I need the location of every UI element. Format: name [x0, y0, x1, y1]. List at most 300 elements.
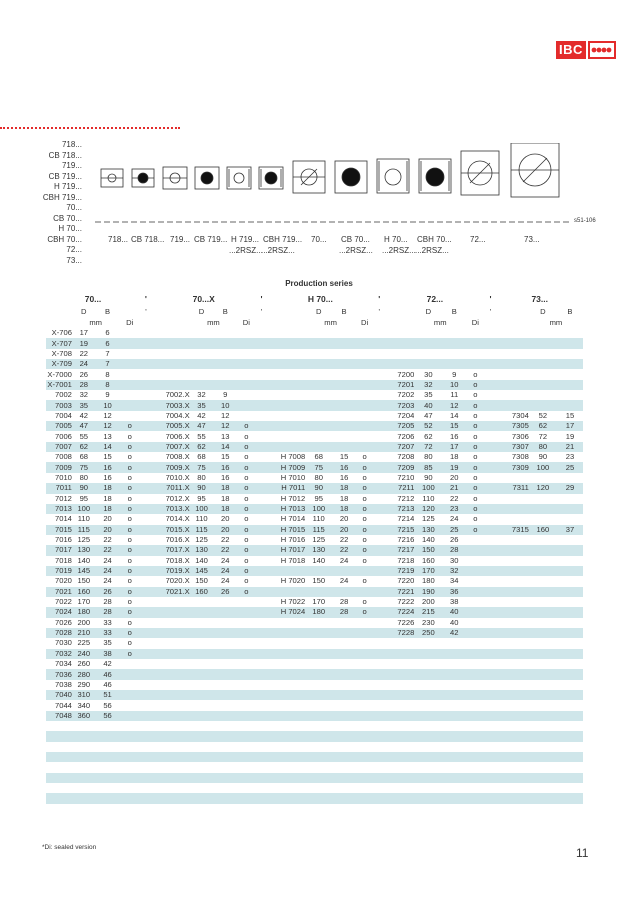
table-cell [96, 773, 120, 783]
table-cell: 120 [529, 483, 557, 493]
table-cell [485, 556, 497, 566]
table-cell [529, 535, 557, 545]
table-cell [529, 628, 557, 638]
table-cell: 52 [538, 410, 548, 420]
table-cell [356, 793, 373, 803]
header-blank [385, 317, 414, 328]
table-cell [256, 690, 268, 700]
table-cell: 55 [79, 431, 89, 441]
table-cell: o [362, 597, 367, 607]
table-cell [190, 752, 214, 762]
group-separator: ' [489, 294, 492, 304]
table-cell [256, 752, 268, 762]
table-cell [332, 566, 356, 576]
table-cell [152, 618, 190, 628]
table-cell: 90 [72, 483, 96, 493]
table-cell [496, 545, 528, 555]
table-cell: 47 [72, 421, 96, 431]
header-d: D [198, 306, 205, 316]
table-cell: 29 [557, 483, 583, 493]
table-cell: o [356, 545, 373, 555]
table-cell [485, 700, 497, 710]
table-cell [557, 721, 583, 731]
table-cell [213, 659, 237, 669]
table-cell [267, 752, 305, 762]
table-cell: 20 [339, 514, 349, 524]
table-cell: 150 [414, 545, 442, 555]
table-cell: 215 [414, 607, 442, 617]
table-cell [267, 349, 305, 359]
table-cell [442, 804, 466, 814]
table-cell: 75 [305, 462, 332, 472]
table-cell: 18 [339, 493, 349, 503]
table-row [46, 431, 583, 441]
table-cell [140, 545, 152, 555]
table-cell [466, 762, 484, 772]
sketch-code: s51-106 [574, 218, 596, 224]
table-cell [190, 742, 214, 752]
table-cell [485, 349, 497, 359]
series-list-item: 72... [66, 245, 82, 254]
table-cell [96, 804, 120, 814]
table-cell [529, 773, 557, 783]
table-cell [256, 462, 268, 472]
table-cell [332, 328, 356, 338]
table-cell: 16 [339, 472, 349, 482]
table-cell [466, 721, 484, 731]
ibc-logo [556, 40, 626, 60]
header-blank [256, 317, 268, 328]
table-cell [332, 793, 356, 803]
table-cell: 15 [565, 410, 575, 420]
table-cell: 7007.X [152, 442, 190, 452]
table-cell [496, 773, 528, 783]
table-cell [373, 338, 385, 348]
table-cell [529, 618, 557, 628]
bearing-label: CB 70... [341, 235, 370, 244]
table-cell [305, 380, 332, 390]
table-cell [237, 752, 255, 762]
table-cell [557, 473, 583, 483]
table-cell [305, 400, 332, 410]
table-cell: 7306 [511, 431, 529, 441]
table-cell [557, 576, 583, 586]
table-cell: 28 [442, 545, 466, 555]
table-cell [373, 628, 385, 638]
table-cell [140, 773, 152, 783]
table-cell [485, 628, 497, 638]
table-cell: 40 [414, 400, 442, 410]
table-cell [237, 690, 255, 700]
table-cell [373, 690, 385, 700]
table-cell: o [466, 380, 484, 390]
table-cell [557, 742, 583, 752]
table-cell [152, 783, 190, 793]
table-cell: 7028 [46, 628, 72, 638]
table-cell [356, 349, 373, 359]
table-cell: 33 [103, 617, 112, 627]
table-cell: 25 [442, 525, 466, 535]
table-cell: 160 [72, 587, 96, 597]
table-cell [72, 762, 96, 772]
table-cell: 75 [190, 462, 214, 472]
group-header: H 70... [307, 294, 333, 304]
table-cell [140, 514, 152, 524]
table-cell: 35 [103, 638, 112, 648]
table-cell [140, 421, 152, 431]
table-cell [96, 752, 120, 762]
table-cell [356, 690, 373, 700]
table-cell [496, 731, 528, 741]
table-cell: 68 [314, 452, 323, 462]
table-cell: o [127, 597, 132, 607]
table-cell [140, 338, 152, 348]
table-cell [496, 349, 528, 359]
table-cell [557, 545, 583, 555]
table-cell [385, 649, 414, 659]
table-cell [496, 514, 528, 524]
table-cell [267, 804, 305, 814]
table-cell: 7013 [46, 504, 72, 514]
table-cell [46, 742, 72, 752]
table-cell [466, 690, 484, 700]
table-cell [529, 328, 557, 338]
table-cell [373, 587, 385, 597]
table-cell: H 7020 [280, 576, 306, 586]
table-cell: 25 [557, 462, 583, 472]
table-cell [496, 607, 528, 617]
table-cell [237, 390, 255, 400]
table-cell: 7005.X [152, 421, 190, 431]
table-cell: 7222 [397, 597, 415, 607]
table-cell [46, 731, 72, 741]
table-cell: 21 [442, 483, 466, 493]
table-cell [256, 649, 268, 659]
table-cell: o [244, 472, 249, 482]
table-cell: 36 [442, 587, 466, 597]
table-cell [414, 359, 442, 369]
table-cell [529, 514, 557, 524]
table-cell [485, 762, 497, 772]
table-cell: 30 [450, 555, 459, 565]
table-cell: 15 [339, 452, 349, 462]
series-list-item: 70... [66, 203, 82, 212]
table-cell: 180 [72, 607, 96, 617]
table-cell: o [473, 369, 478, 379]
table-cell: X-706 [51, 328, 72, 338]
table-cell [442, 659, 466, 669]
table-cell [256, 566, 268, 576]
table-cell: 26 [96, 587, 120, 597]
table-cell [466, 804, 484, 814]
table-cell [305, 659, 332, 669]
table-cell: 51 [96, 690, 120, 700]
table-cell [332, 680, 356, 690]
table-cell [119, 721, 140, 731]
table-cell [213, 711, 237, 721]
table-cell [190, 328, 214, 338]
table-cell: 7034 [55, 659, 72, 669]
table-cell [529, 400, 557, 410]
table-cell: 16 [103, 472, 112, 482]
logo-wordmark: IBC [556, 41, 586, 59]
table-cell: o [127, 576, 132, 586]
table-row [46, 328, 583, 338]
table-cell [442, 793, 466, 803]
group-header: 70...X [192, 294, 215, 304]
table-cell [414, 649, 442, 659]
table-cell [256, 638, 268, 648]
table-cell: 47 [424, 410, 433, 420]
table-cell [485, 669, 497, 679]
table-cell [373, 442, 385, 452]
bearing-label-sealed: ...2RSZ... [382, 246, 416, 255]
table-cell [140, 607, 152, 617]
table-cell: 16 [450, 431, 459, 441]
table-cell [305, 731, 332, 741]
table-cell: H 7013 [267, 504, 305, 514]
table-cell: 18 [103, 493, 112, 503]
table-cell: 125 [77, 535, 91, 545]
table-cell [373, 535, 385, 545]
table-cell [496, 690, 528, 700]
table-cell [496, 369, 528, 379]
table-cell: 100 [414, 483, 442, 493]
table-cell [442, 711, 466, 721]
table-row [46, 421, 583, 431]
table-cell [190, 680, 214, 690]
table-cell: 190 [414, 587, 442, 597]
table-cell [496, 804, 528, 814]
table-cell [256, 556, 268, 566]
header-blank [373, 317, 385, 328]
table-cell [152, 380, 190, 390]
table-cell [119, 762, 140, 772]
table-cell [496, 680, 528, 690]
table-cell [267, 328, 305, 338]
table-cell [267, 369, 305, 379]
table-cell [373, 731, 385, 741]
table-cell: 37 [557, 525, 583, 535]
table-cell [213, 773, 237, 783]
table-cell [72, 783, 96, 793]
table-cell [119, 359, 140, 369]
header-blank [152, 306, 190, 317]
table-cell: 22 [221, 535, 230, 545]
table-cell [485, 793, 497, 803]
table-cell [140, 587, 152, 597]
table-cell [385, 742, 414, 752]
table-cell: o [237, 545, 255, 555]
table-cell [267, 421, 305, 431]
table-cell [485, 328, 497, 338]
table-cell [414, 659, 442, 669]
table-cell: 55 [197, 431, 206, 441]
table-cell: H 7024 [267, 607, 305, 617]
table-cell [557, 400, 583, 410]
table-cell [442, 649, 466, 659]
table-cell [213, 731, 237, 741]
header-blank [496, 317, 528, 328]
table-row [46, 680, 583, 690]
table-cell: H 7014 [280, 514, 306, 524]
table-cell: 110 [312, 514, 325, 524]
table-cell [442, 359, 466, 369]
table-cell [119, 659, 140, 669]
table-cell: 24 [339, 555, 349, 565]
group-separator: ' [144, 294, 147, 304]
table-cell: 12 [442, 400, 466, 410]
table-cell [373, 473, 385, 483]
table-cell [373, 618, 385, 628]
bearing-label: CB 719... [194, 235, 228, 244]
table-cell [466, 607, 484, 617]
table-cell [485, 380, 497, 390]
table-cell [237, 804, 255, 814]
table-cell: o [356, 504, 373, 514]
table-cell: 24 [213, 566, 237, 576]
table-cell [305, 783, 332, 793]
table-cell [237, 400, 255, 410]
table-cell [256, 711, 268, 721]
table-cell [356, 783, 373, 793]
table-cell: o [237, 442, 255, 452]
table-cell [267, 762, 305, 772]
table-cell: 7209 [385, 462, 414, 472]
table-row [46, 649, 583, 659]
table-cell: 72 [414, 442, 442, 452]
header-d: D [540, 306, 546, 316]
table-cell: 35 [190, 400, 214, 410]
table-cell [332, 752, 356, 762]
table-cell: 21 [557, 442, 583, 452]
table-cell [140, 504, 152, 514]
table-cell: 35 [72, 400, 96, 410]
table-cell: 230 [422, 617, 435, 627]
table-cell [140, 462, 152, 472]
header-d: D [315, 306, 322, 316]
table-cell: 7032 [46, 649, 72, 659]
table-cell [140, 649, 152, 659]
table-cell [529, 556, 557, 566]
table-cell [213, 338, 237, 348]
table-cell [373, 431, 385, 441]
table-cell: 23 [565, 452, 575, 462]
group-separator: ' [378, 294, 381, 304]
table-cell [496, 587, 528, 597]
table-cell [140, 793, 152, 803]
table-cell [190, 783, 214, 793]
table-cell [72, 721, 96, 731]
table-cell [356, 421, 373, 431]
group-separator: ' [260, 306, 263, 316]
table-cell [466, 359, 484, 369]
table-cell [305, 804, 332, 814]
table-cell [190, 711, 214, 721]
production-series-table [46, 292, 583, 814]
table-cell [237, 597, 255, 607]
table-cell [485, 545, 497, 555]
table-row [46, 638, 583, 648]
header-blank [237, 306, 255, 317]
table-cell: 26 [213, 587, 237, 597]
table-cell: 28 [339, 597, 349, 607]
table-cell [466, 628, 484, 638]
table-cell [466, 587, 484, 597]
table-cell: 22 [103, 535, 112, 545]
table-cell [496, 556, 528, 566]
table-cell [496, 504, 528, 514]
table-cell [466, 793, 484, 803]
table-header-row [46, 292, 583, 306]
table-cell [466, 597, 484, 607]
table-cell [213, 804, 237, 814]
table-cell [119, 411, 140, 421]
table-cell [466, 556, 484, 566]
table-cell [213, 721, 237, 731]
table-cell [332, 690, 356, 700]
header-blank [152, 317, 190, 328]
table-cell [442, 690, 466, 700]
table-cell: 7308 [511, 452, 529, 462]
table-cell [485, 369, 497, 379]
table-cell: 52 [414, 421, 442, 431]
table-cell [529, 804, 557, 814]
table-cell: 7211 [385, 483, 414, 493]
table-cell [496, 669, 528, 679]
table-cell: 8 [105, 369, 110, 379]
table-row [46, 762, 583, 772]
table-cell [485, 680, 497, 690]
table-cell [46, 783, 72, 793]
table-row [46, 721, 583, 731]
table-row [46, 731, 583, 741]
table-cell [466, 711, 484, 721]
table-cell: 22 [79, 348, 89, 358]
table-cell: 95 [79, 493, 89, 503]
table-cell [140, 731, 152, 741]
table-cell [529, 638, 557, 648]
table-cell: X-709 [46, 359, 72, 369]
table-cell: X-7001 [47, 379, 72, 389]
table-cell [213, 349, 237, 359]
table-cell [237, 618, 255, 628]
table-cell: 7315 [496, 525, 528, 535]
table-cell [190, 659, 214, 669]
table-cell: o [127, 617, 132, 627]
table-cell [485, 431, 497, 441]
table-cell: 32 [197, 390, 206, 400]
table-cell: 42 [103, 659, 112, 669]
table-cell: o [466, 400, 484, 410]
table-cell: 14 [96, 442, 120, 452]
table-cell [152, 328, 190, 338]
table-cell: o [244, 576, 249, 586]
table-cell: 160 [422, 555, 435, 565]
table-cell: 32 [442, 566, 466, 576]
table-cell [119, 742, 140, 752]
table-cell: 22 [450, 493, 459, 503]
table-cell [305, 669, 332, 679]
table-cell [152, 804, 190, 814]
table-cell [213, 618, 237, 628]
table-cell: 200 [77, 617, 91, 627]
table-cell [373, 649, 385, 659]
table-cell: 18 [96, 504, 120, 514]
table-cell [373, 380, 385, 390]
table-cell: 95 [314, 493, 323, 503]
table-cell [190, 773, 214, 783]
